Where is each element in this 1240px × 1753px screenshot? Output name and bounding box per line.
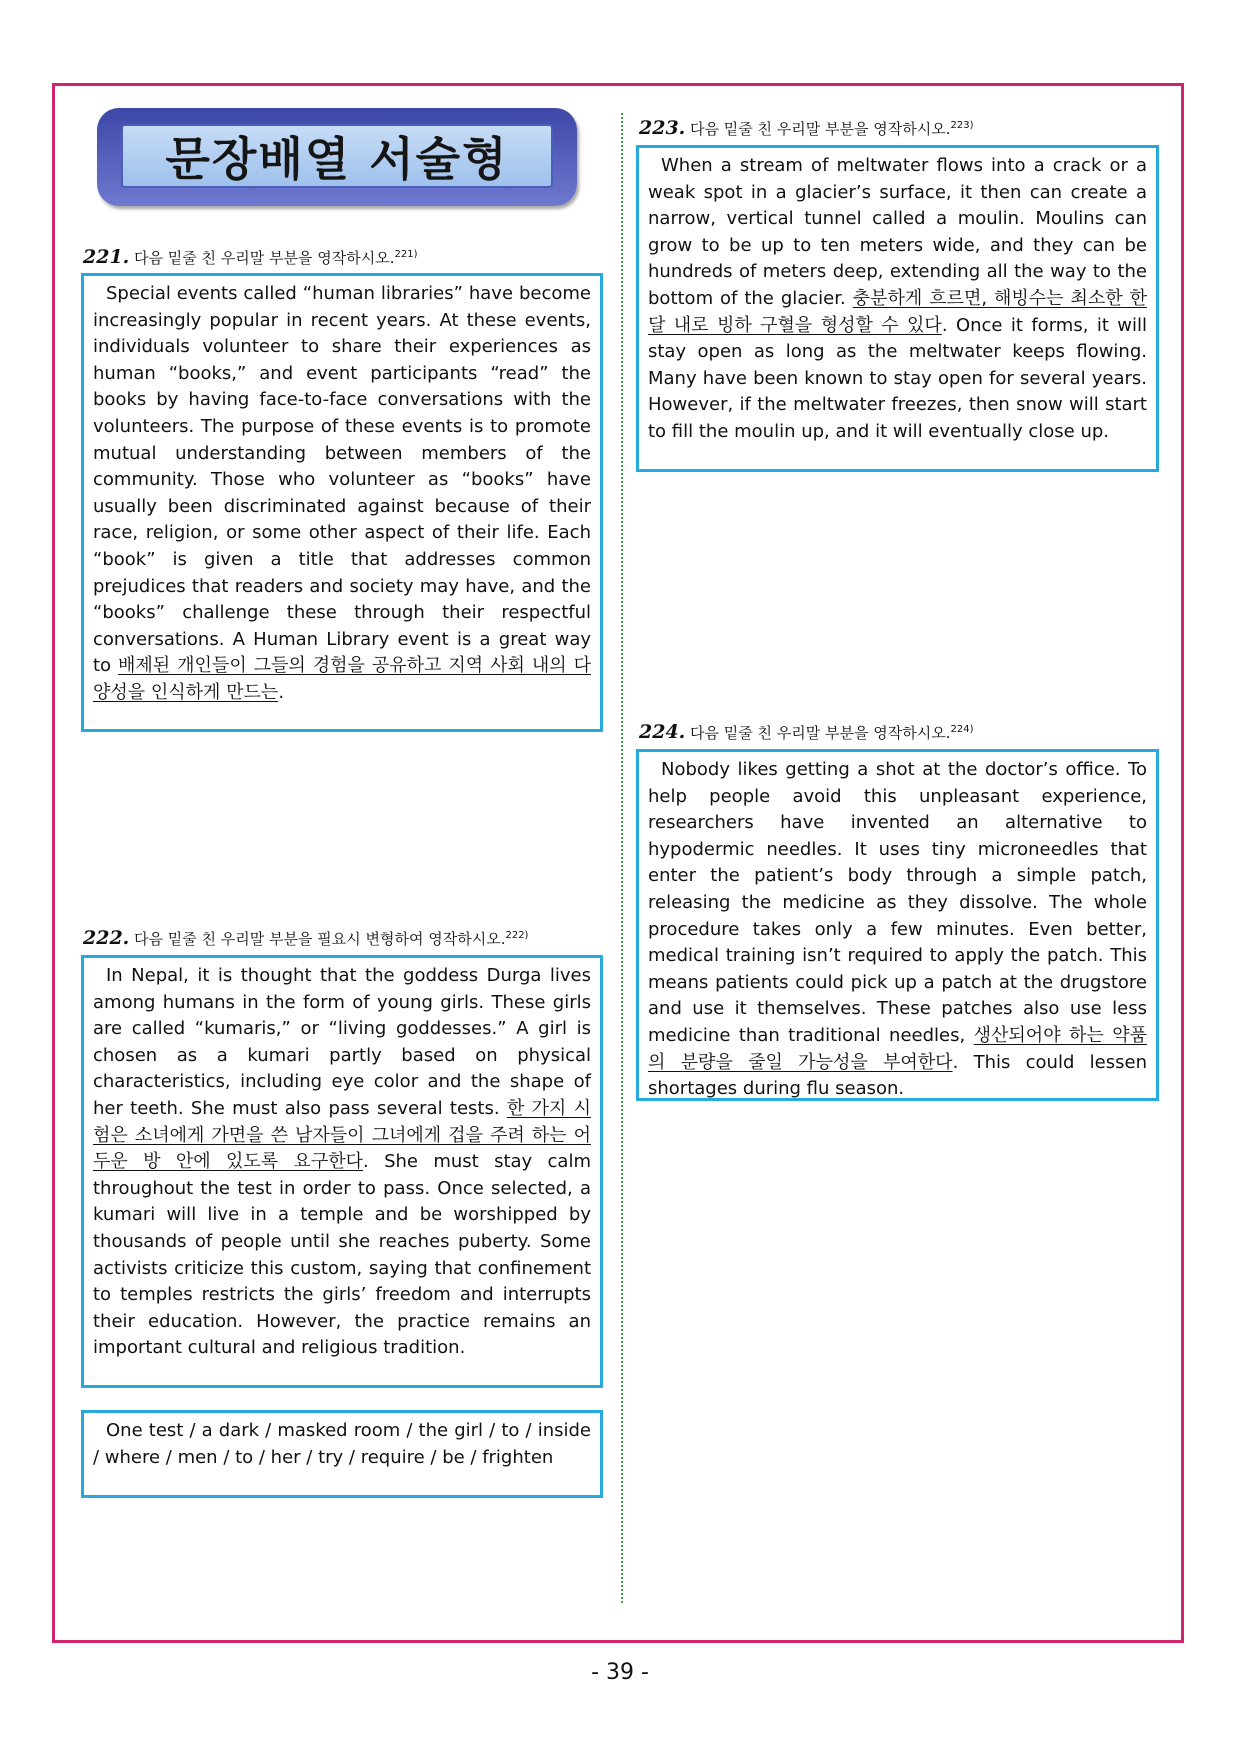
question-221-passage [81,273,603,732]
underlined-korean: 배제된 개인들이 그들의 경험을 공유하고 지역 사회 내의 다양성을 인식하게 만드는 [93,655,591,703]
section-title: 문장배열 서술형 [165,132,509,186]
question-instruction: 다음 밑줄 친 우리말 부분을 영작하시오. [129,249,395,267]
question-number: 224. [639,721,686,743]
footnote-ref: 224) [950,724,974,735]
question-222-heading [83,927,528,949]
section-title-plate [121,124,553,188]
underlined-korean: 충분하게 흐르면, 해빙수는 최소한 한 달 내로 빙하 구혈을 형성할 수 있다 [648,287,1147,336]
question-223-passage [636,145,1159,472]
question-222-passage [81,955,603,1388]
passage-text: When a stream of meltwater flows into a crack or a weak spot in a glacier’s surface, it then can create a narrow, vertical tunnel called a moulin. Moulins can grow to be up to ten meters wide, and they can be hundreds of meters deep, extending all the way to the bottom of the glacier. [648,155,1147,309]
passage-text-end: . [278,681,285,703]
passage-text-end: . She must stay calm throughout the test in order to pass. Once selected, a kumari will live in a temple and be worshipped by thousands of people until she reaches puberty. Some activists criticize this custom, saying that confinement to temples restricts the girls’ freedom and interrupts their education. However, the practice remains an important cultural and religious tradition. [93,1151,591,1359]
question-number: 223. [639,117,686,139]
question-instruction: 다음 밑줄 친 우리말 부분을 영작하시오. [685,120,951,138]
footnote-ref: 221) [394,249,418,260]
question-224-heading [639,721,974,743]
underlined-korean: 한 가지 시험은 소녀에게 가면을 쓴 남자들이 그녀에게 겁을 주려 하는 어두운 방 안에 있도록 요구한다 [93,1097,592,1173]
underlined-korean: 생산되어야 하는 약품의 분량을 줄일 가능성을 부여한다 [648,1024,1147,1073]
section-title-banner [97,108,577,206]
passage-text: Special events called “human libraries” have become increasingly popular in recent years. At these events, individuals volunteer to share their experiences as human “books,” and event participants “read” the books by having face-to-face conversations with the volunteers. The purpose of these events is to promote mutual understanding between members of the community. Those who volunteer as “books” have usually been discriminated against because of their race, religion, or some other aspect of their life. Each “book” is given a title that addresses common prejudices that readers and society may have, and the “books” challenge these through their respectful conversations. A Human Library event is a great way to [93,283,591,677]
column-divider [621,113,623,1603]
footnote-ref: 222) [505,930,529,941]
question-222-word-bank [81,1410,603,1498]
footnote-ref: 223) [950,120,974,131]
passage-text: In Nepal, it is thought that the goddess Durga lives among humans in the form of young girls. These girls are called “kumaris,” or “living goddesses.” A girl is chosen as a kumari partly based on physical characteristics, including eye color and the shape of her teeth. She must also pass several tests. [93,965,591,1119]
question-221-heading [83,246,418,268]
question-instruction: 다음 밑줄 친 우리말 부분을 영작하시오. [685,724,951,742]
question-instruction: 다음 밑줄 친 우리말 부분을 필요시 변형하여 영작하시오. [129,930,506,948]
passage-text: Nobody likes getting a shot at the doctor’s office. To help people avoid this unpleasant experience, researchers have invented an alternative to hypodermic needles. It uses tiny microneedles that enter the patient’s body through a simple patch, releasing the medicine as they dissolve. The whole procedure takes only a few minutes. Even better, medical training isn’t required to apply the patch. This means patients could pick up a patch at the drugstore and use it themselves. These patches also use less medicine than traditional needles, [648,759,1147,1046]
question-number: 221. [83,246,130,268]
question-224-passage [636,749,1159,1101]
word-bank-text: One test / a dark / masked room / the girl / to / inside / where / men / to / her / try / require / be / frighten [93,1420,591,1468]
question-number: 222. [83,927,130,949]
page-number: - 39 - [591,1660,649,1685]
question-223-heading [639,117,974,139]
passage-text-end: . This could lessen shortages during flu season. [648,1051,1147,1100]
passage-text-end: . Once it forms, it will stay open as long as the meltwater keeps flowing. Many have been known to stay open for several years. However, if the meltwater freezes, then snow will start to fill the moulin up, and it will eventually close up. [648,314,1147,442]
